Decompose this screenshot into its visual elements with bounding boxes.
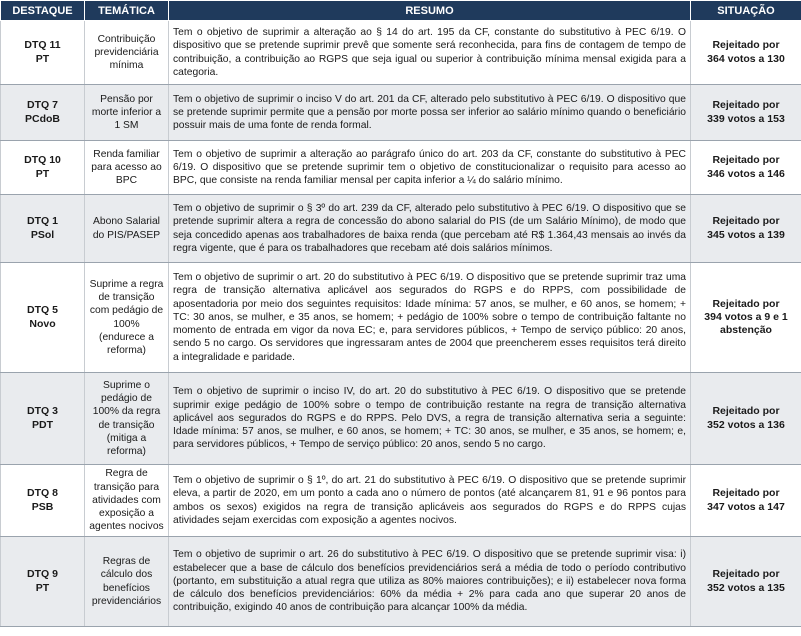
table-row — [1, 85, 801, 141]
resumo-cell: Tem o objetivo de suprimir o § 1º, do art. 21 do substitutivo à PEC 6/19. O dispositivo que se pretende suprimir eleva, a partir de 2020, em um ponto a cada ano o número de pontos (até alcançarem 81, 91 e 96 pontos para ambos os sexos) exigidos na regra de transição aplicáveis aos segurados do RGPS e do RPPS cujas atividades sejam exercidas com exposição a agentes nocivos. — [169, 465, 691, 537]
situacao-cell: Rejeitado por 352 votos a 136 — [691, 373, 801, 465]
table-row — [1, 195, 801, 263]
tematica-cell: Contribuição previdenciária mínima — [85, 21, 169, 85]
header-tematica: TEMÁTICA — [85, 1, 169, 21]
resumo-cell: Tem o objetivo de suprimir a alteração ao § 14 do art. 195 da CF, constante do substitutivo à PEC 6/19. O dispositivo que se pretende suprimir prevê que somente será reconhecida, para fins de contagem de tempo de contribuição, a contribuição ao RGPS que seja igual ou superior à contribuição mínima mensal exigida para a categoria. — [169, 21, 691, 85]
resumo-cell: Tem o objetivo de suprimir o art. 20 do substitutivo à PEC 6/19. O dispositivo que se pretende suprimir traz uma regra de transição alternativa aplicável aos segurados do RGPS e do RPPS, com possibilidade de aposentadoria por meio dos seguintes requisitos: Idade mínima: 57 anos, se mulher, e 60 anos, se homem; + TC: 30 anos, se mulher, e 35 anos, se homem; + pedágio de 100% sobre o tempo de contribuição faltante no momento de entrada em vigor da nova EC; e, para servidores públicos, + Tempo de serviço público: 20 anos, sendo 5 no cargo. Os servidores que ingressaram antes de 2004 que preencherem esses requisitos terá direito a integralidade e paridade. — [169, 263, 691, 373]
header-resumo: RESUMO — [169, 1, 691, 21]
situacao-cell: Rejeitado por 347 votos a 147 — [691, 465, 801, 537]
table-row — [1, 373, 801, 465]
table-row — [1, 21, 801, 85]
destaque-cell: DTQ 11 PT — [1, 21, 85, 85]
situacao-cell: Rejeitado por 339 votos a 153 — [691, 85, 801, 141]
tematica-cell: Regras de cálculo dos benefícios previdenciários — [85, 537, 169, 627]
resumo-cell: Tem o objetivo de suprimir o inciso V do art. 201 da CF, alterado pelo substitutivo à PEC 6/19. O dispositivo que se pretende suprimir permite que a pensão por morte possa ser inferior ao salário mínimo quando o beneficiário possuir mais de uma fonte de renda formal. — [169, 85, 691, 141]
destaque-cell: DTQ 10 PT — [1, 141, 85, 195]
table-row — [1, 263, 801, 373]
situacao-cell: Rejeitado por 364 votos a 130 — [691, 21, 801, 85]
destaque-cell: DTQ 1 PSol — [1, 195, 85, 263]
tematica-cell: Abono Salarial do PIS/PASEP — [85, 195, 169, 263]
destaque-cell: DTQ 9 PT — [1, 537, 85, 627]
situacao-cell: Rejeitado por 352 votos a 135 — [691, 537, 801, 627]
table-row — [1, 537, 801, 627]
resumo-cell: Tem o objetivo de suprimir o § 3º do art. 239 da CF, alterado pelo substitutivo à PEC 6/19. O dispositivo que se pretende suprimir altera a regra de concessão do abono salarial do PIS (de um Salário Mínimo), de modo que seja concedido apenas aos trabalhadores de baixa renda (que percebam até R$ 1.364,43 mensais ao invés da regra vigente, que é para os trabalhadores que recebam até dois salários mínimos. — [169, 195, 691, 263]
tematica-cell: Renda familiar para acesso ao BPC — [85, 141, 169, 195]
tematica-cell: Regra de transição para atividades com exposição a agentes nocivos — [85, 465, 169, 537]
tematica-cell: Suprime a regra de transição com pedágio de 100% (endurece a reforma) — [85, 263, 169, 373]
situacao-cell: Rejeitado por 345 votos a 139 — [691, 195, 801, 263]
resumo-cell: Tem o objetivo de suprimir o inciso IV, do art. 20 do substitutivo à PEC 6/19. O dispositivo que se pretende suprimir exige pedágio de 100% sobre o tempo de contribuição restante na regra de transição alternativa aplicável aos segurados do RGPS e do RPPS. Pelo DVS, a regra de transição alternativa seria a seguinte: Idade mínima: 57 anos, se mulher, e 60 anos, se homem; + TC: 30 anos, se mulher, e 35 anos, se homem; e, para servidores públicos, + Tempo de serviço público: 20 anos, sendo 5 no cargo. — [169, 373, 691, 465]
tematica-cell: Suprime o pedágio de 100% da regra de transição (mitiga a reforma) — [85, 373, 169, 465]
destaque-cell: DTQ 7 PCdoB — [1, 85, 85, 141]
destaque-cell: DTQ 5 Novo — [1, 263, 85, 373]
table-row — [1, 141, 801, 195]
header-row — [1, 1, 801, 21]
destaque-cell: DTQ 3 PDT — [1, 373, 85, 465]
header-situacao: SITUAÇÃO — [691, 1, 801, 21]
header-destaque: DESTAQUE — [1, 1, 85, 21]
situacao-cell: Rejeitado por 346 votos a 146 — [691, 141, 801, 195]
resumo-cell: Tem o objetivo de suprimir o art. 26 do substitutivo à PEC 6/19. O dispositivo que se pretende suprimir visa: i) estabelecer que a base de cálculo dos benefícios previdenciários será a média de todo o período contributivo (portanto, em substituição a atual regra que utiliza as 80% maiores contribuições); e ii) estabelecer nova forma de cálculo dos benefícios previdenciários: 60% da média + 2% para cada ano que superar 20 anos de contribuição, exigindo 40 anos de contribuição para alcançar 100% da média. — [169, 537, 691, 627]
table-row — [1, 465, 801, 537]
tematica-cell: Pensão por morte inferior a 1 SM — [85, 85, 169, 141]
resumo-cell: Tem o objetivo de suprimir a alteração ao parágrafo único do art. 203 da CF, constante do substitutivo à PEC 6/19. O dispositivo que se pretende suprimir tem o objetivo de constitucionalizar o requisito para acesso ao BPC, que consiste na renda familiar mensal per capita inferior a ¼ do salário mínimo. — [169, 141, 691, 195]
situacao-cell: Rejeitado por 394 votos a 9 e 1 abstenção — [691, 263, 801, 373]
destaque-cell: DTQ 8 PSB — [1, 465, 85, 537]
